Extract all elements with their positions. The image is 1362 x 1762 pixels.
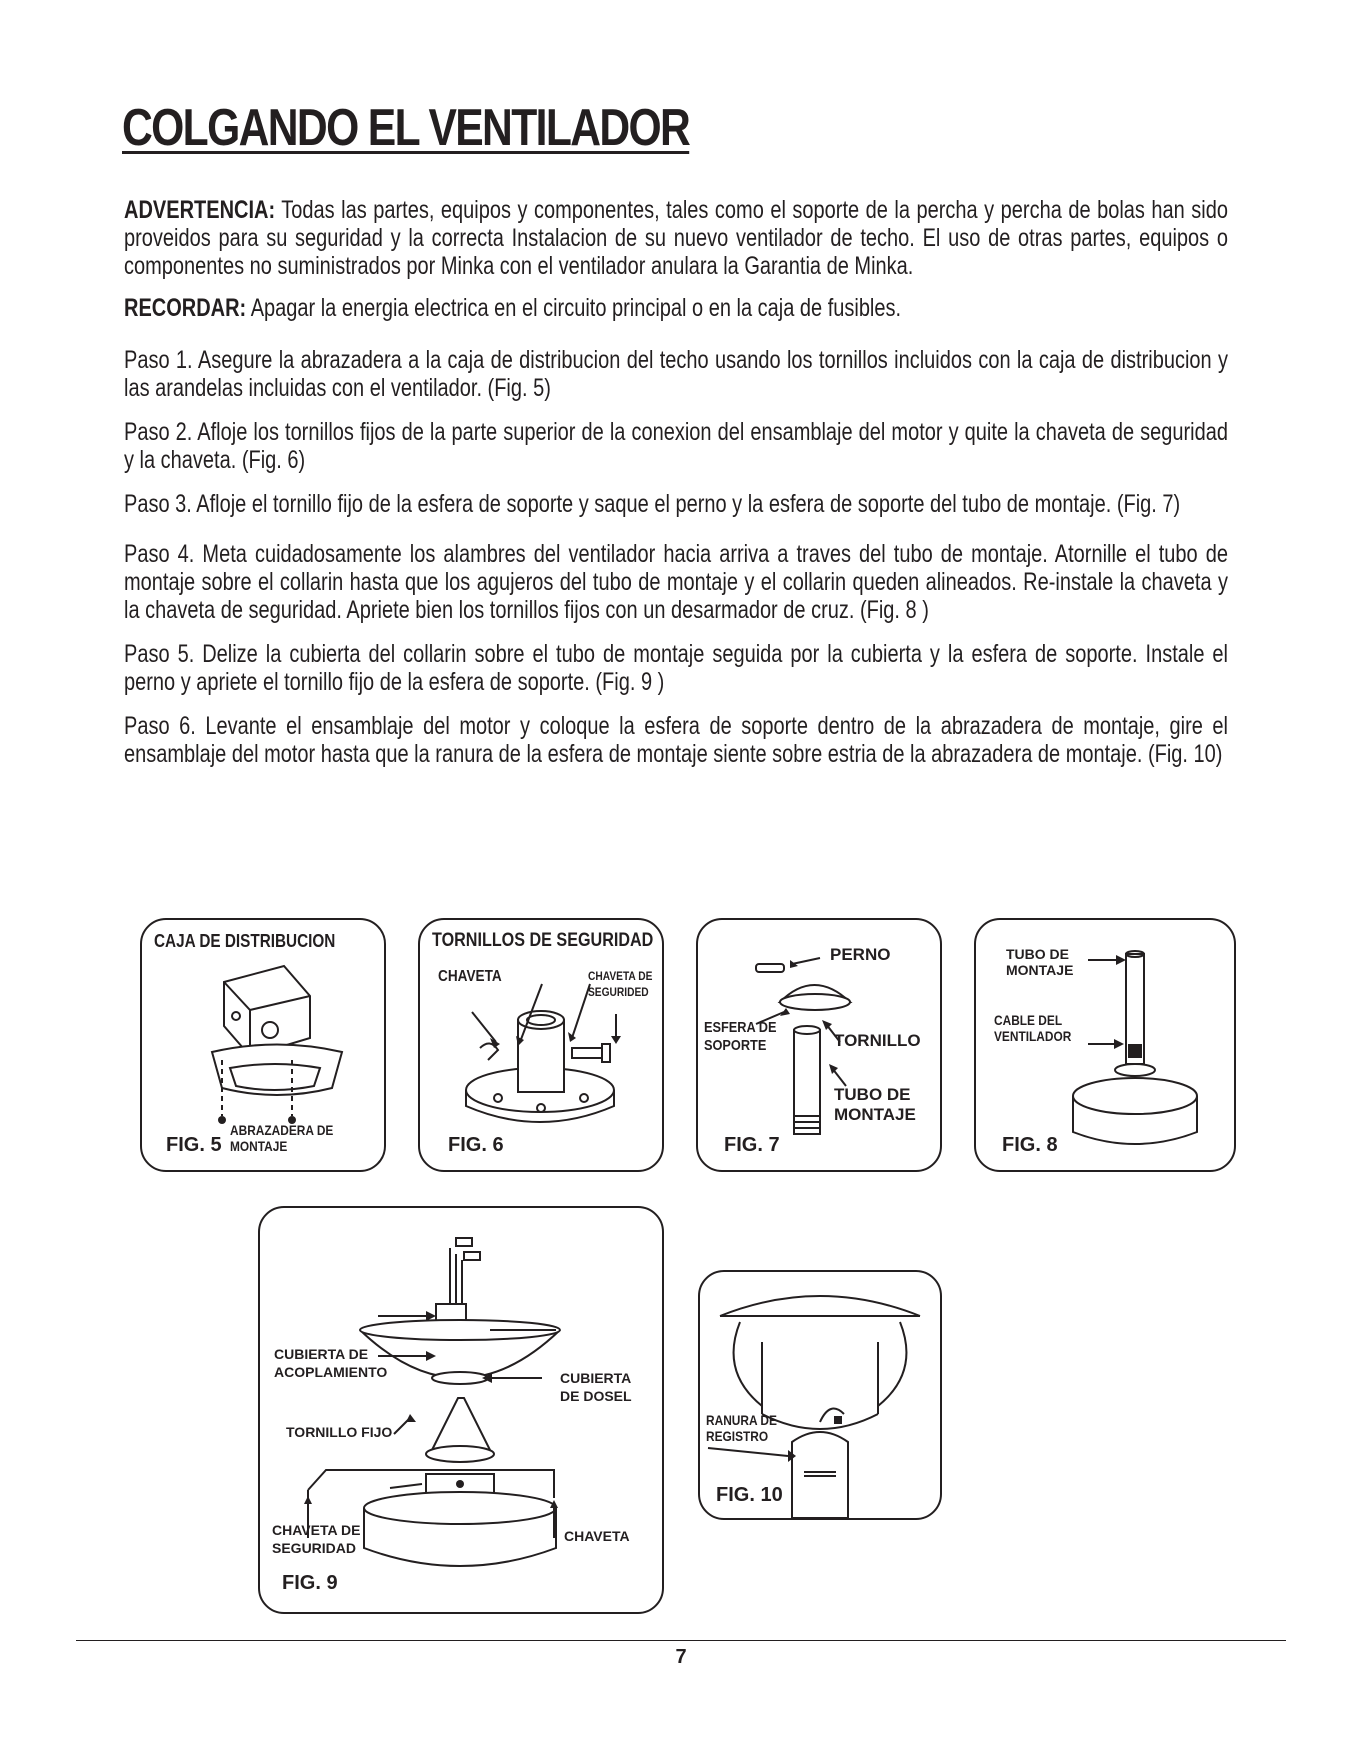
fig9-label-coupling-2: ACOPLAMIENTO xyxy=(274,1364,388,1380)
fig7-number: FIG. 7 xyxy=(724,1134,780,1156)
fig9-label-pin: CHAVETA xyxy=(564,1528,630,1544)
fig7-label-downrod-2: MONTAJE xyxy=(834,1105,916,1124)
page-number: 7 xyxy=(675,1646,687,1668)
fig9-label-canopy-2: DE DOSEL xyxy=(560,1388,632,1404)
fig9-label-canopy-1: CUBIERTA xyxy=(560,1370,632,1386)
fig9-label-set-screw: TORNILLO FIJO xyxy=(286,1424,393,1440)
step-3: Paso 3. Afloje el tornillo fijo de la esfera de soporte y saque el perno y la esfera de soporte del tubo de montaje. (Fig. 7) xyxy=(124,490,1181,518)
warning-label: ADVERTENCIA: xyxy=(124,196,276,224)
fig7-label-pin: PERNO xyxy=(830,945,891,964)
warning-text: Todas las partes, equipos y componentes, tales como el soporte de la percha y percha de bolas han sido proveidos para su seguridad y la correcta Instalacion de su nuevo ventilador de techo. El uso de otras partes, equipos o componentes no suministrados por Minka con el ventilador anulara la Garantia de Minka. xyxy=(124,196,1229,280)
warning-paragraph xyxy=(124,196,1228,280)
fig6-label-clip-2: SEGURIDED xyxy=(588,985,649,999)
reminder-text: Apagar la energia electrica en el circuito principal o en la caja de fusibles. xyxy=(250,294,902,322)
step-4: Paso 4. Meta cuidadosamente los alambres del ventilador hacia arriva a traves del tubo de montaje. Atornille el tubo de montaje sobre el collarin hasta que los agujeros del tubo de montaje y el collarin queden alineados. Re-instale la chaveta y la chaveta de seguridad. Apriete bien los tornillos fijos con un desarmador de cruz. (Fig. 8 ) xyxy=(124,540,1228,624)
fig7-label-screw: TORNILLO xyxy=(834,1031,921,1050)
fig5-number: FIG. 5 xyxy=(166,1134,222,1156)
page-title: COLGANDO EL VENTILADOR xyxy=(122,99,690,157)
fig6-label-clip-1: CHAVETA DE xyxy=(588,969,653,983)
fig9-number: FIG. 9 xyxy=(282,1572,338,1594)
motor-coupling-illustration xyxy=(420,920,662,1170)
step-1: Paso 1. Asegure la abrazadera a la caja de distribucion del techo usando los tornillos incluidos con la caja de distribucion y las arandelas incluidas con el ventilador. (Fig. 5) xyxy=(124,346,1228,402)
figure-6 xyxy=(418,918,664,1172)
figure-7 xyxy=(696,918,942,1172)
reminder-paragraph xyxy=(124,294,1228,322)
fig8-number: FIG. 8 xyxy=(1002,1134,1058,1156)
figure-5 xyxy=(140,918,386,1172)
fig8-label-downrod-1: TUBO DE xyxy=(1006,946,1069,962)
fig7-label-downrod-1: TUBO DE xyxy=(834,1085,911,1104)
fig5-label-bracket-1: ABRAZADERA DE xyxy=(230,1122,334,1138)
fig5-label-bracket-2: MONTAJE xyxy=(230,1138,288,1154)
fig10-label-slot-1: RANURA DE xyxy=(706,1412,777,1428)
step-5: Paso 5. Delize la cubierta del collarin sobre el tubo de montaje seguida por la cubierta y la esfera de soporte. Instale el perno y apriete el tornillo fijo de la esfera de soporte. (Fig. 9 ) xyxy=(124,640,1228,696)
fig6-label-pin: CHAVETA xyxy=(438,968,502,985)
fig8-label-cable-1: CABLE DEL xyxy=(994,1012,1063,1028)
fig8-label-downrod-2: MONTAJE xyxy=(1006,962,1074,978)
reminder-label: RECORDAR: xyxy=(124,294,247,322)
fig9-label-safety-clip-2: SEGURIDAD xyxy=(272,1540,357,1556)
fig10-number: FIG. 10 xyxy=(716,1484,789,1507)
fig9-label-coupling-1: CUBIERTA DE xyxy=(274,1346,369,1362)
fig7-label-ball-1: ESFERA DE xyxy=(704,1019,777,1036)
figure-8 xyxy=(974,918,1236,1172)
fig6-number: FIG. 6 xyxy=(448,1134,504,1156)
fig8-label-cable-2: VENTILADOR xyxy=(994,1028,1072,1044)
hanger-bracket-illustration xyxy=(700,1272,940,1518)
fig6-label-set-screws: TORNILLOS DE SEGURIDAD xyxy=(432,930,654,951)
step-6: Paso 6. Levante el ensamblaje del motor y coloque la esfera de soporte dentro de la abrazadera de montaje, gire el ensamblaje del motor hasta que la ranura de la esfera de montaje siente sobre estria de la abrazadera de montaje. (Fig. 10) xyxy=(124,712,1228,768)
step-2: Paso 2. Afloje los tornillos fijos de la parte superior de la conexion del ensamblaje del motor y quite la chaveta de seguridad y la chaveta. (Fig. 6) xyxy=(124,418,1228,474)
fig10-label-slot-2: REGISTRO xyxy=(706,1428,769,1444)
figure-9 xyxy=(258,1206,664,1614)
fig5-label-junction-box: CAJA DE DISTRIBUCION xyxy=(154,931,336,951)
footer-rule xyxy=(76,1640,1286,1641)
fig9-label-safety-clip-1: CHAVETA DE xyxy=(272,1522,361,1538)
figure-10 xyxy=(698,1270,942,1520)
fig7-label-ball-2: SOPORTE xyxy=(704,1037,767,1054)
